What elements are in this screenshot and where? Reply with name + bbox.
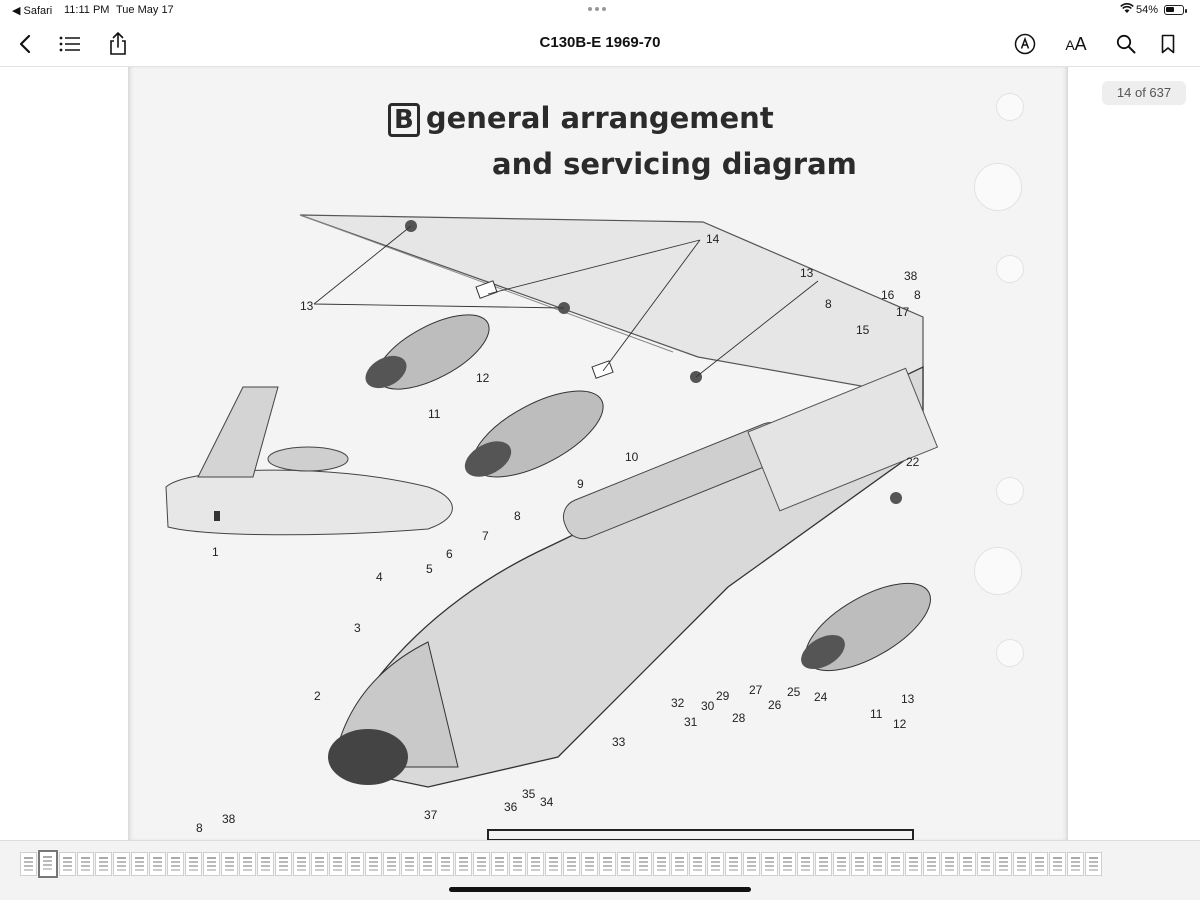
page-thumbnail[interactable]	[779, 852, 796, 876]
page-thumbnail[interactable]	[293, 852, 310, 876]
page-thumbnail[interactable]	[959, 852, 976, 876]
page-thumbnail[interactable]	[365, 852, 382, 876]
table-of-contents-button[interactable]	[55, 30, 85, 58]
markup-button[interactable]	[1010, 30, 1040, 58]
page-thumbnail[interactable]	[1031, 852, 1048, 876]
page-thumbnail[interactable]	[491, 852, 508, 876]
page-thumbnail[interactable]	[707, 852, 724, 876]
page-thumbnail[interactable]	[689, 852, 706, 876]
callout-label: 13	[300, 299, 314, 313]
page-thumbnail[interactable]	[815, 852, 832, 876]
page-thumbnail[interactable]	[887, 852, 904, 876]
page-thumbnail[interactable]	[311, 852, 328, 876]
callout-label: 8	[914, 288, 921, 302]
page-thumbnail[interactable]	[527, 852, 544, 876]
share-button[interactable]	[103, 30, 133, 58]
punch-hole	[974, 163, 1022, 211]
page-thumbnail[interactable]	[20, 852, 37, 876]
callout-label: 25	[787, 685, 801, 699]
search-button[interactable]	[1111, 30, 1141, 58]
share-icon	[108, 32, 128, 56]
callout-label: 27	[749, 683, 763, 697]
document-title: C130B-E 1969-70	[539, 34, 661, 51]
page-thumbnail[interactable]	[455, 852, 472, 876]
page-thumbnail[interactable]	[653, 852, 670, 876]
page-thumbnail[interactable]	[77, 852, 94, 876]
text-size-icon	[1065, 34, 1086, 55]
back-icon	[19, 34, 31, 54]
status-bar	[0, 0, 1200, 22]
callout-label: 36	[504, 800, 518, 814]
callout-label: 22	[906, 455, 920, 469]
page-indicator: 14 of 637	[1102, 81, 1186, 105]
page-thumbnail[interactable]	[743, 852, 760, 876]
page-thumbnail[interactable]	[113, 852, 130, 876]
callout-label: 12	[893, 717, 907, 731]
page-thumbnail[interactable]	[383, 852, 400, 876]
search-icon	[1116, 34, 1136, 54]
section-badge: B	[388, 103, 420, 137]
callout-label: 3	[354, 621, 361, 635]
page-thumbnail[interactable]	[95, 852, 112, 876]
callout-label: 6	[446, 547, 453, 561]
thumbnail-list	[20, 852, 1102, 878]
punch-hole	[996, 255, 1024, 283]
page-thumbnail[interactable]	[1067, 852, 1084, 876]
home-indicator[interactable]	[449, 887, 751, 892]
callout-label: 13	[901, 692, 915, 706]
callout-label: 11	[428, 407, 441, 421]
callout-label: 33	[612, 735, 626, 749]
page-thumbnail[interactable]	[923, 852, 940, 876]
callout-label: 37	[424, 808, 438, 822]
punch-hole	[974, 547, 1022, 595]
page-thumbnail[interactable]	[761, 852, 778, 876]
callout-label: 11	[870, 707, 883, 721]
back-to-app-link[interactable]: ◀ Safari	[12, 5, 53, 17]
page-thumbnail[interactable]	[797, 852, 814, 876]
callout-label: 16	[881, 288, 895, 302]
callout-label: 38	[222, 812, 236, 826]
battery-icon	[1164, 5, 1184, 15]
page-thumbnail[interactable]	[995, 852, 1012, 876]
callout-label: 34	[540, 795, 554, 809]
list-icon	[59, 36, 81, 52]
page-thumbnail[interactable]	[239, 852, 256, 876]
page-thumbnail[interactable]	[977, 852, 994, 876]
page-thumbnail[interactable]	[509, 852, 526, 876]
callout-label: 30	[701, 699, 715, 713]
page-thumbnail[interactable]	[419, 852, 436, 876]
page-thumbnail[interactable]	[833, 852, 850, 876]
page-thumbnail[interactable]	[581, 852, 598, 876]
aircraft-cutaway-diagram	[128, 67, 1068, 840]
page-thumbnail[interactable]	[941, 852, 958, 876]
bookmark-button[interactable]	[1153, 30, 1183, 58]
callout-label: 2	[314, 689, 321, 703]
callout-label: 8	[825, 297, 832, 311]
battery-percent: 54%	[1136, 4, 1159, 16]
aa-large-label: A	[1074, 33, 1087, 54]
callout-label: 7	[482, 529, 489, 543]
text-size-button[interactable]	[1060, 30, 1092, 58]
page-thumbnail[interactable]	[1085, 852, 1102, 876]
status-time: 11:11 PM	[64, 4, 110, 16]
callout-label: 38	[904, 269, 918, 283]
page-thumbnail[interactable]	[401, 852, 418, 876]
page-thumbnail[interactable]	[221, 852, 238, 876]
callout-label: 32	[671, 696, 685, 710]
aa-small-label: A	[1065, 36, 1075, 53]
callout-label: 24	[814, 690, 828, 704]
page-thumbnail[interactable]	[257, 852, 274, 876]
markup-icon	[1014, 33, 1036, 55]
callout-label: 15	[856, 323, 870, 337]
page-thumbnail[interactable]	[671, 852, 688, 876]
callout-label: 10	[625, 450, 639, 464]
punch-hole	[996, 477, 1024, 505]
page-thumbnail[interactable]	[149, 852, 166, 876]
callout-label: 13	[800, 266, 814, 280]
page-thumbnail[interactable]	[869, 852, 886, 876]
callout-label: 4	[376, 570, 383, 584]
page-thumbnail[interactable]	[38, 850, 58, 878]
heading-text-1: general arrangement	[425, 101, 774, 135]
callout-label: 1	[212, 545, 219, 559]
callout-label: 12	[476, 371, 490, 385]
page-thumbnail[interactable]	[725, 852, 742, 876]
page-thumbnail[interactable]	[545, 852, 562, 876]
callout-label: 35	[522, 787, 536, 801]
page-thumbnail[interactable]	[437, 852, 454, 876]
multitasking-grabber[interactable]	[588, 7, 606, 11]
page-thumbnail[interactable]	[473, 852, 490, 876]
page-thumbnail[interactable]	[635, 852, 652, 876]
callout-label: 8	[514, 509, 521, 523]
page-thumbnail[interactable]	[59, 852, 76, 876]
page-thumbnail[interactable]	[563, 852, 580, 876]
callout-label: 28	[732, 711, 746, 725]
callout-label: 8	[196, 821, 203, 835]
document-page[interactable]	[128, 67, 1068, 840]
wifi-icon	[1120, 3, 1134, 17]
page-thumbnail[interactable]	[203, 852, 220, 876]
callout-label: 5	[426, 562, 433, 576]
punch-hole	[996, 93, 1024, 121]
page-heading-line2: and servicing diagram	[492, 147, 857, 181]
page-thumbnail[interactable]	[329, 852, 346, 876]
reader-toolbar	[0, 22, 1200, 67]
status-date: Tue May 17	[116, 4, 174, 16]
page-thumbnail[interactable]	[167, 852, 184, 876]
page-thumbnail[interactable]	[131, 852, 148, 876]
page-thumbnail[interactable]	[347, 852, 364, 876]
document-viewer[interactable]	[0, 67, 1200, 840]
back-button[interactable]	[10, 30, 40, 58]
page-thumbnail[interactable]	[275, 852, 292, 876]
page-thumbnail[interactable]	[1049, 852, 1066, 876]
callout-label: 9	[577, 477, 584, 491]
callout-label: 29	[716, 689, 730, 703]
callout-label: 14	[706, 232, 720, 246]
callout-label: 26	[768, 698, 782, 712]
page-thumbnail[interactable]	[617, 852, 634, 876]
page-thumbnail[interactable]	[905, 852, 922, 876]
page-thumbnail[interactable]	[185, 852, 202, 876]
callout-label: 17	[896, 305, 910, 319]
callout-label: 31	[684, 715, 698, 729]
page-thumbnail[interactable]	[599, 852, 616, 876]
page-thumbnail[interactable]	[851, 852, 868, 876]
page-thumbnail[interactable]	[1013, 852, 1030, 876]
bookmark-icon	[1161, 34, 1175, 54]
punch-hole	[996, 639, 1024, 667]
